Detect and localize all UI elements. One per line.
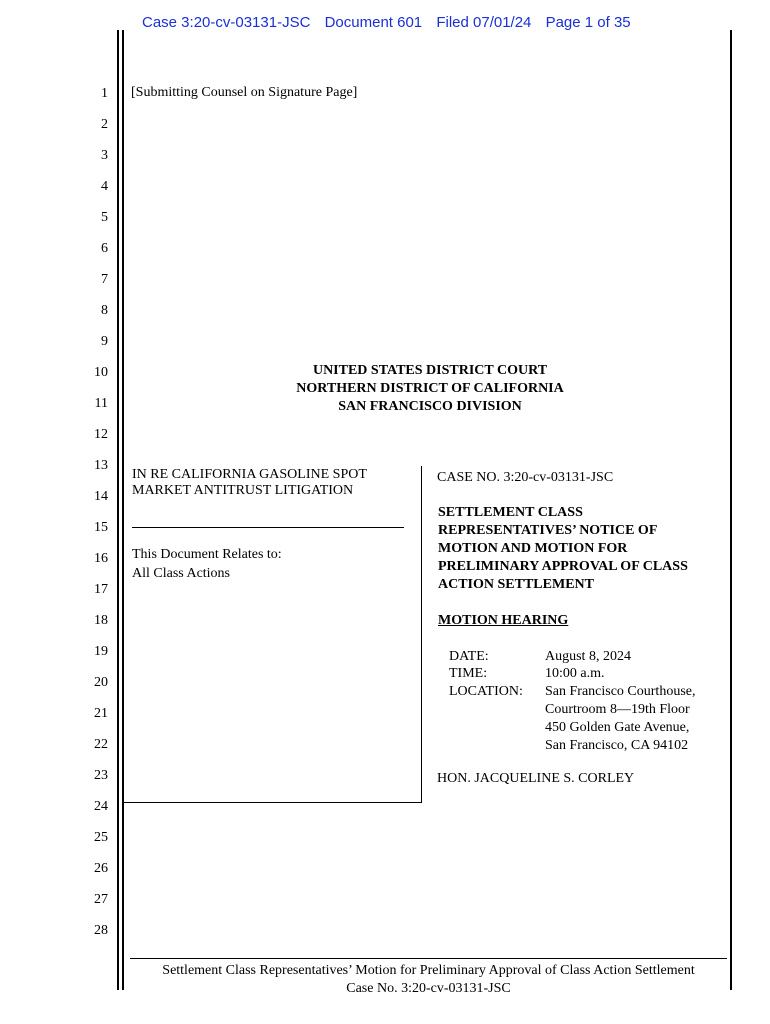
- footer-rule: [130, 958, 727, 959]
- header-document-number: Document 601: [324, 14, 423, 31]
- line-number: 21: [94, 706, 108, 721]
- motion-title-line: MOTION AND MOTION FOR: [438, 541, 628, 556]
- line-number: 18: [94, 613, 108, 628]
- hearing-location-line: Courtroom 8—19th Floor: [545, 702, 690, 717]
- line-number: 6: [101, 241, 108, 256]
- motion-title-line: ACTION SETTLEMENT: [438, 577, 594, 592]
- hearing-date-value: August 8, 2024: [545, 649, 631, 664]
- line-number: 25: [94, 830, 108, 845]
- left-margin-rule-inner: [122, 30, 124, 990]
- line-number: 26: [94, 861, 108, 876]
- motion-hearing-heading: MOTION HEARING: [438, 613, 569, 628]
- case-number: CASE NO. 3:20-cv-03131-JSC: [437, 470, 614, 485]
- line-number: 11: [94, 396, 108, 411]
- left-margin-rule: [117, 30, 119, 990]
- line-number: 16: [94, 551, 108, 566]
- line-number: 24: [94, 799, 108, 814]
- line-number: 13: [94, 458, 108, 473]
- line-number: 17: [94, 582, 108, 597]
- motion-title-line: PRELIMINARY APPROVAL OF CLASS: [438, 559, 688, 574]
- line-number: 10: [94, 365, 108, 380]
- motion-title-line: SETTLEMENT CLASS: [438, 505, 583, 520]
- line-number: 2: [101, 117, 108, 132]
- line-number: 27: [94, 892, 108, 907]
- line-number: 8: [101, 303, 108, 318]
- motion-title-line: REPRESENTATIVES’ NOTICE OF: [438, 523, 658, 538]
- line-number: 23: [94, 768, 108, 783]
- header-filed-date: Filed 07/01/24: [436, 14, 532, 31]
- caption-vertical-divider: [421, 466, 422, 803]
- line-number: 14: [94, 489, 108, 504]
- hearing-time-label: TIME:: [449, 666, 488, 681]
- hearing-time-value: 10:00 a.m.: [545, 666, 605, 681]
- hearing-location-line: 450 Golden Gate Avenue,: [545, 720, 690, 735]
- ecf-header: [142, 14, 641, 31]
- line-number: 19: [94, 644, 108, 659]
- header-case-number: Case 3:20-cv-03131-JSC: [142, 14, 311, 31]
- footer-case-number: Case No. 3:20-cv-03131-JSC: [346, 981, 511, 996]
- right-margin-rule: [730, 30, 732, 990]
- court-district: NORTHERN DISTRICT OF CALIFORNIA: [296, 381, 564, 396]
- line-number: 3: [101, 148, 108, 163]
- litigation-title-line1: IN RE CALIFORNIA GASOLINE SPOT: [132, 467, 367, 482]
- line-number: 9: [101, 334, 108, 349]
- hearing-location-line: San Francisco Courthouse,: [545, 684, 696, 699]
- header-page-count: Page 1 of 35: [545, 14, 631, 31]
- relates-to-label: This Document Relates to:: [132, 547, 282, 562]
- court-heading: [200, 362, 660, 416]
- line-number: 12: [94, 427, 108, 442]
- litigation-title-line2: MARKET ANTITRUST LITIGATION: [132, 483, 354, 498]
- line-number: 1: [101, 86, 108, 101]
- hearing-location-label: LOCATION:: [449, 684, 523, 699]
- relates-to-value: All Class Actions: [132, 566, 231, 581]
- line-number: 28: [94, 923, 108, 938]
- court-name: UNITED STATES DISTRICT COURT: [312, 363, 548, 378]
- line-number: 22: [94, 737, 108, 752]
- line-number: 4: [101, 179, 108, 194]
- judge-name: HON. JACQUELINE S. CORLEY: [437, 771, 635, 786]
- caption-separator: [132, 527, 404, 528]
- court-division: SAN FRANCISCO DIVISION: [338, 399, 522, 414]
- caption-bottom-divider: [124, 802, 422, 803]
- hearing-location-line: San Francisco, CA 94102: [545, 738, 689, 753]
- line-number: 15: [94, 520, 108, 535]
- counsel-note: [Submitting Counsel on Signature Page]: [131, 85, 358, 100]
- footer-title: Settlement Class Representatives’ Motion for Preliminary Approval of Class Action Settlement: [162, 963, 695, 978]
- line-number: 7: [101, 272, 108, 287]
- line-number: 5: [101, 210, 108, 225]
- hearing-date-label: DATE:: [449, 649, 489, 664]
- line-number: 20: [94, 675, 108, 690]
